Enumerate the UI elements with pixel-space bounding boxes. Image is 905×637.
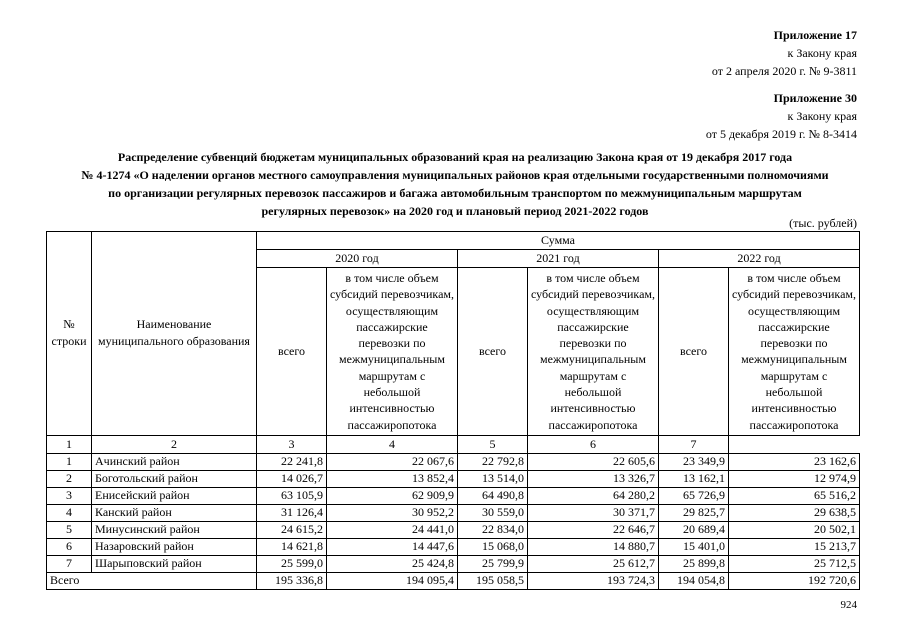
subsidy-table <box>46 231 860 590</box>
value-cell: 65 516,2 <box>729 487 860 504</box>
value-cell: 25 799,9 <box>458 555 528 572</box>
value-cell: 23 162,6 <box>729 453 860 470</box>
appendix-30-title: Приложение 30 <box>773 91 857 105</box>
municipality-name: Енисейский район <box>92 487 257 504</box>
row-number: 1 <box>47 453 92 470</box>
value-cell: 30 559,0 <box>458 504 528 521</box>
total-value: 195 058,5 <box>458 572 528 589</box>
total-value: 195 336,8 <box>257 572 327 589</box>
table-row <box>47 470 860 487</box>
total-row <box>47 572 860 589</box>
total-value: 193 724,3 <box>528 572 659 589</box>
header-detail-2022: в том числе объем субсидий перевозчикам, осуществляющим пассажирские перевозки по межмуниципальным маршрутам с небольшой интенсивностью пассажиропотока <box>729 268 860 436</box>
units-label: (тыс. рублей) <box>789 216 857 230</box>
total-value: 194 054,8 <box>659 572 729 589</box>
municipality-name: Назаровский район <box>92 538 257 555</box>
value-cell: 31 126,4 <box>257 504 327 521</box>
row-number: 4 <box>47 504 92 521</box>
value-cell: 12 974,9 <box>729 470 860 487</box>
header-municipality-name: Наименование муниципального образования <box>92 232 257 436</box>
appendix-17-block <box>712 26 857 80</box>
value-cell: 63 105,9 <box>257 487 327 504</box>
row-number: 5 <box>47 521 92 538</box>
document-title <box>40 148 870 220</box>
col-number: 2 <box>92 435 257 453</box>
value-cell: 14 026,7 <box>257 470 327 487</box>
value-cell: 25 899,8 <box>659 555 729 572</box>
header-detail-2020: в том числе объем субсидий перевозчикам, осуществляющим пассажирские перевозки по межмуниципальным маршрутам с небольшой интенсивностью пассажиропотока <box>327 268 458 436</box>
appendix-17-line1: к Закону края <box>787 46 857 60</box>
header-row-number: № строки <box>47 232 92 436</box>
col-number: 6 <box>528 435 659 453</box>
table-body <box>47 453 860 589</box>
total-label: Всего <box>47 572 257 589</box>
value-cell: 22 605,6 <box>528 453 659 470</box>
value-cell: 25 599,0 <box>257 555 327 572</box>
header-year-2020: 2020 год <box>257 250 458 268</box>
row-number: 7 <box>47 555 92 572</box>
value-cell: 65 726,9 <box>659 487 729 504</box>
table-row <box>47 487 860 504</box>
table-row <box>47 453 860 470</box>
value-cell: 13 514,0 <box>458 470 528 487</box>
total-value: 192 720,6 <box>729 572 860 589</box>
value-cell: 20 689,4 <box>659 521 729 538</box>
col-number: 4 <box>327 435 458 453</box>
header-total-2020: всего <box>257 268 327 436</box>
appendix-30-line2: от 5 декабря 2019 г. № 8-3414 <box>705 127 857 141</box>
value-cell: 25 712,5 <box>729 555 860 572</box>
value-cell: 30 952,2 <box>327 504 458 521</box>
row-number: 6 <box>47 538 92 555</box>
value-cell: 22 646,7 <box>528 521 659 538</box>
municipality-name: Канский район <box>92 504 257 521</box>
table-row <box>47 504 860 521</box>
header-total-2022: всего <box>659 268 729 436</box>
row-number: 2 <box>47 470 92 487</box>
value-cell: 13 162,1 <box>659 470 729 487</box>
table-row <box>47 538 860 555</box>
header-year-2021: 2021 год <box>458 250 659 268</box>
value-cell: 22 067,6 <box>327 453 458 470</box>
col-number: 1 <box>47 435 92 453</box>
table-row <box>47 521 860 538</box>
value-cell: 62 909,9 <box>327 487 458 504</box>
title-line: регулярных перевозок» на 2020 год и плановый период 2021-2022 годов <box>261 204 649 218</box>
appendix-30-line1: к Закону края <box>787 109 857 123</box>
header-total-2021: всего <box>458 268 528 436</box>
title-line: Распределение субвенций бюджетам муниципальных образований края на реализацию Закона края от 19 декабря 2017 года <box>117 150 793 164</box>
header-detail-2021: в том числе объем субсидий перевозчикам, осуществляющим пассажирские перевозки по межмуниципальным маршрутам с небольшой интенсивностью пассажиропотока <box>528 268 659 436</box>
value-cell: 64 280,2 <box>528 487 659 504</box>
value-cell: 29 825,7 <box>659 504 729 521</box>
col-number: 3 <box>257 435 327 453</box>
value-cell: 15 401,0 <box>659 538 729 555</box>
header-sum: Сумма <box>257 232 860 250</box>
municipality-name: Боготольский район <box>92 470 257 487</box>
value-cell: 23 349,9 <box>659 453 729 470</box>
page-number: 924 <box>840 599 857 611</box>
row-number: 3 <box>47 487 92 504</box>
appendix-17-line2: от 2 апреля 2020 г. № 9-3811 <box>711 64 857 78</box>
value-cell: 22 792,8 <box>458 453 528 470</box>
title-line: № 4-1274 «О наделении органов местного самоуправления муниципальных районов края отдельными государственными полномочиями <box>81 168 829 182</box>
value-cell: 25 424,8 <box>327 555 458 572</box>
value-cell: 14 880,7 <box>528 538 659 555</box>
value-cell: 30 371,7 <box>528 504 659 521</box>
value-cell: 29 638,5 <box>729 504 860 521</box>
total-value: 194 095,4 <box>327 572 458 589</box>
municipality-name: Минусинский район <box>92 521 257 538</box>
municipality-name: Шарыповский район <box>92 555 257 572</box>
title-line: по организации регулярных перевозок пассажиров и багажа автомобильным транспортом по межмуниципальным маршрутам <box>108 186 802 200</box>
value-cell: 24 441,0 <box>327 521 458 538</box>
value-cell: 15 068,0 <box>458 538 528 555</box>
value-cell: 14 447,6 <box>327 538 458 555</box>
value-cell: 22 834,0 <box>458 521 528 538</box>
appendix-30-block <box>706 89 857 143</box>
municipality-name: Ачинский район <box>92 453 257 470</box>
value-cell: 22 241,8 <box>257 453 327 470</box>
value-cell: 25 612,7 <box>528 555 659 572</box>
value-cell: 64 490,8 <box>458 487 528 504</box>
value-cell: 13 326,7 <box>528 470 659 487</box>
value-cell: 24 615,2 <box>257 521 327 538</box>
value-cell: 13 852,4 <box>327 470 458 487</box>
appendix-17-title: Приложение 17 <box>773 28 857 42</box>
value-cell: 14 621,8 <box>257 538 327 555</box>
col-number: 5 <box>458 435 528 453</box>
table-row <box>47 555 860 572</box>
header-year-2022: 2022 год <box>659 250 860 268</box>
value-cell: 15 213,7 <box>729 538 860 555</box>
value-cell: 20 502,1 <box>729 521 860 538</box>
col-number: 7 <box>659 435 729 453</box>
